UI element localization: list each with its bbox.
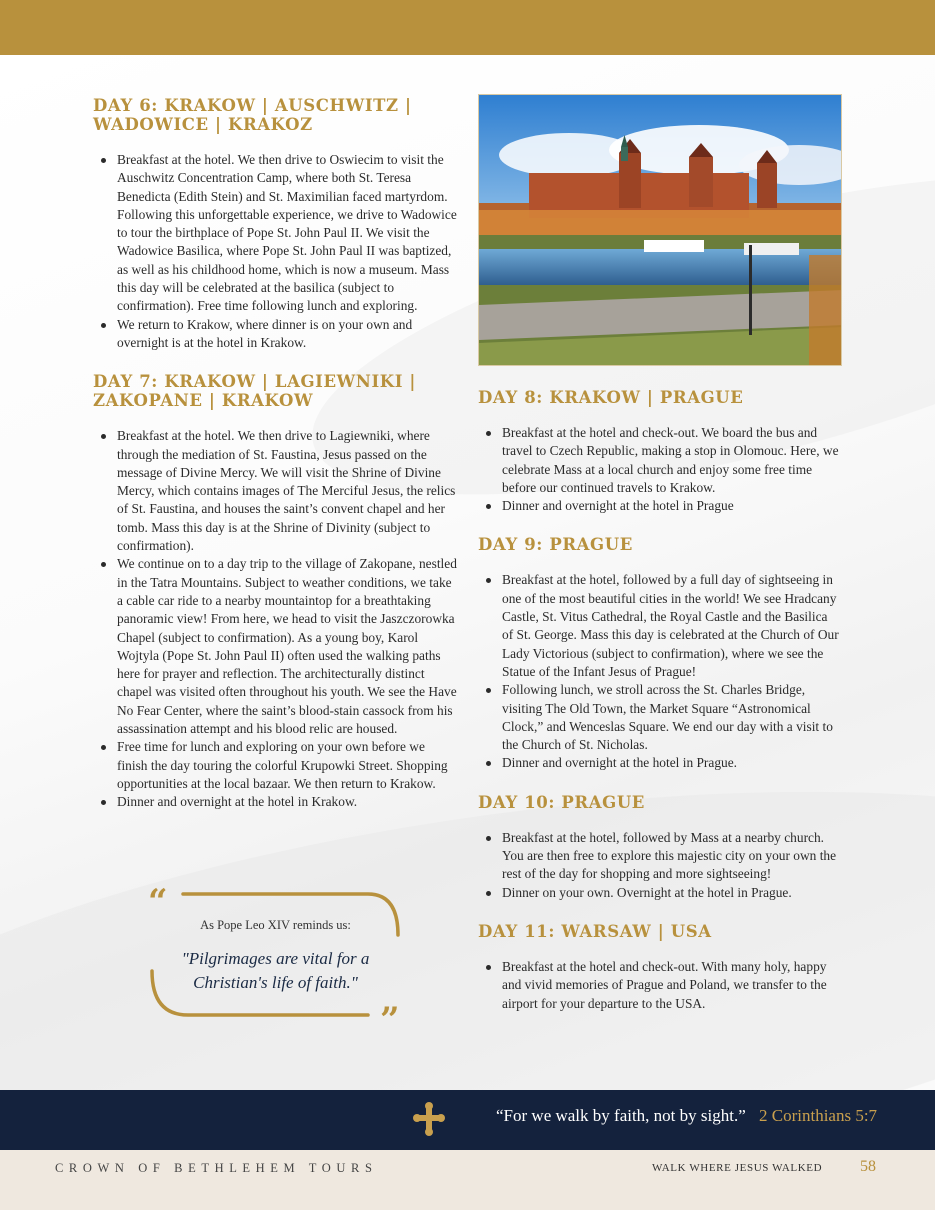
day-heading <box>478 388 840 407</box>
activity-item: Dinner on your own. Overnight at the hotel in Prague. <box>502 884 840 902</box>
day-activity-list <box>478 571 840 772</box>
day-heading <box>93 96 458 134</box>
activity-item: Breakfast at the hotel, followed by Mass at a nearby church. You are then free to explore this majestic city on your own the rest of the day for shopping and more sightseeing! <box>502 829 840 884</box>
day-heading <box>93 372 458 410</box>
activity-item: We continue on to a day trip to the village of Zakopane, nestled in the Tatra Mountains. Subject to weather conditions, we take a cable car ride to a nearby mountaintop for a breathtaking panoramic view! From here, we head to visit the Jaszczorowka Chapel (subject to confirmation). As a young boy, Karol Wojtyla (Pope St. John Paul II) often used the walking paths here for prayer and reflection. The architecturally distinct chapel was visited often throughout his youth. We see the Have No Fear Center, where the saint’s blood-stain cassock from his assassination attempt and his blood relic are housed. <box>117 555 458 738</box>
day-heading <box>478 793 840 812</box>
activity-item: Breakfast at the hotel. We then drive to Lagiewniki, where through the mediation of St. Faustina, Jesus passed on the message of Divine Mercy. We will visit the Shrine of Divine Mercy, which contains images of The Merciful Jesus, the relics of St. Faustina, and houses the saint’s convent chapel and her tomb. Mass this day is at the Shrine of Divinity (subject to confirmation). <box>117 427 458 555</box>
day-activity-list <box>93 151 458 352</box>
itinerary-day-section <box>93 96 458 352</box>
top-gold-band <box>0 0 935 55</box>
day-heading-line: ZAKOPANE | KRAKOW <box>93 391 314 411</box>
day-heading-line: DAY 9: PRAGUE <box>478 535 633 555</box>
activity-item: Breakfast at the hotel and check-out. We board the bus and travel to Czech Republic, making a stop in Olomouc. Here, we celebrate Mass at a local church and enjoy some free time before our continued travels to Krakow. <box>502 424 840 497</box>
left-column <box>93 96 458 832</box>
day-activity-list <box>478 424 840 515</box>
footer-brand: CROWN OF BETHLEHEM TOURS <box>55 1161 378 1175</box>
day-heading-line: DAY 10: PRAGUE <box>478 792 645 812</box>
activity-item: Free time for lunch and exploring on your own before we finish the day touring the colorful Krupowki Street. Shopping opportunities at the local bazaar. We then return to Krakow. <box>117 738 458 793</box>
bible-verse: “For we walk by faith, not by sight.” <box>496 1106 746 1125</box>
itinerary-day-section <box>93 372 458 811</box>
day-heading <box>478 922 840 941</box>
verse-reference: 2 Corinthians 5:7 <box>759 1106 878 1125</box>
quote-text: "Pilgrimages are vital for a Christian's life of faith." <box>181 949 370 992</box>
activity-item: Dinner and overnight at the hotel in Prague <box>502 497 840 515</box>
itinerary-day-section <box>478 388 840 515</box>
itinerary-day-section <box>478 793 840 902</box>
activity-item: We return to Krakow, where dinner is on your own and overnight is at the hotel in Krakow. <box>117 316 458 353</box>
day-activity-list <box>478 958 840 1013</box>
krakow-wawel-castle-photo <box>478 94 842 366</box>
activity-item: Breakfast at the hotel and check-out. With many holy, happy and vivid memories of Prague and Poland, we transfer to the airport for your departure to the USA. <box>502 958 840 1013</box>
day-activity-list <box>93 427 458 811</box>
cross-icon <box>413 1102 445 1136</box>
footer <box>0 1150 935 1210</box>
itinerary-day-section <box>478 922 840 1013</box>
close-quote-icon: ” <box>380 1000 400 1040</box>
day-activity-list <box>478 829 840 902</box>
day-heading-line: WADOWICE | KRAKOZ <box>93 115 313 134</box>
itinerary-day-section <box>478 535 840 772</box>
activity-item: Following lunch, we stroll across the St. Charles Bridge, visiting The Old Town, the Market Square “Astronomical Clock,” and Wenceslas Square. We end our day with a visit to the Church of St. Nicholas. <box>502 681 840 754</box>
activity-item: Dinner and overnight at the hotel in Krakow. <box>117 793 458 811</box>
day-heading-line: DAY 11: WARSAW | USA <box>478 921 712 941</box>
day-heading-line: DAY 8: KRAKOW | PRAGUE <box>478 388 744 407</box>
quote-intro: As Pope Leo XIV reminds us: <box>200 918 351 932</box>
activity-item: Breakfast at the hotel. We then drive to Oswiecim to visit the Auschwitz Concentration Camp, where both St. Teresa Benedicta (Edith Stein) and St. Maximilian faced martyrdom. Following this unforgettable experience, we drive to Wadowice to tour the birthplace of Pope St. John Paul II. We visit the Wadowice Basilica, where Pope St. John Paul II was baptized, as well as his childhood home, which is now a museum. Mass this day will be celebrated at the basilica (subject to confirmation). Free time following lunch and exploring. <box>117 151 458 316</box>
open-quote-icon: “ <box>148 882 168 922</box>
pope-quote-box <box>148 882 408 1040</box>
footer-tagline: WALK WHERE JESUS WALKED <box>652 1162 823 1174</box>
right-column <box>478 388 840 1033</box>
activity-item: Dinner and overnight at the hotel in Prague. <box>502 754 840 772</box>
day-heading <box>478 535 840 554</box>
day-heading-line: DAY 6: KRAKOW | AUSCHWITZ | <box>93 96 412 115</box>
activity-item: Breakfast at the hotel, followed by a full day of sightseeing in one of the most beautiful cities in the world! We see Hradcany Castle, St. Vitus Cathedral, the Royal Castle and the Basilica of St. George. Mass this day is celebrated at the Church of Our Lady Victorious (subject to confirmation), where we see the Statue of the Infant Jesus of Prague! <box>502 571 840 681</box>
day-heading-line: DAY 7: KRAKOW | LAGIEWNIKI | <box>93 372 417 392</box>
page-number: 58 <box>860 1158 876 1175</box>
